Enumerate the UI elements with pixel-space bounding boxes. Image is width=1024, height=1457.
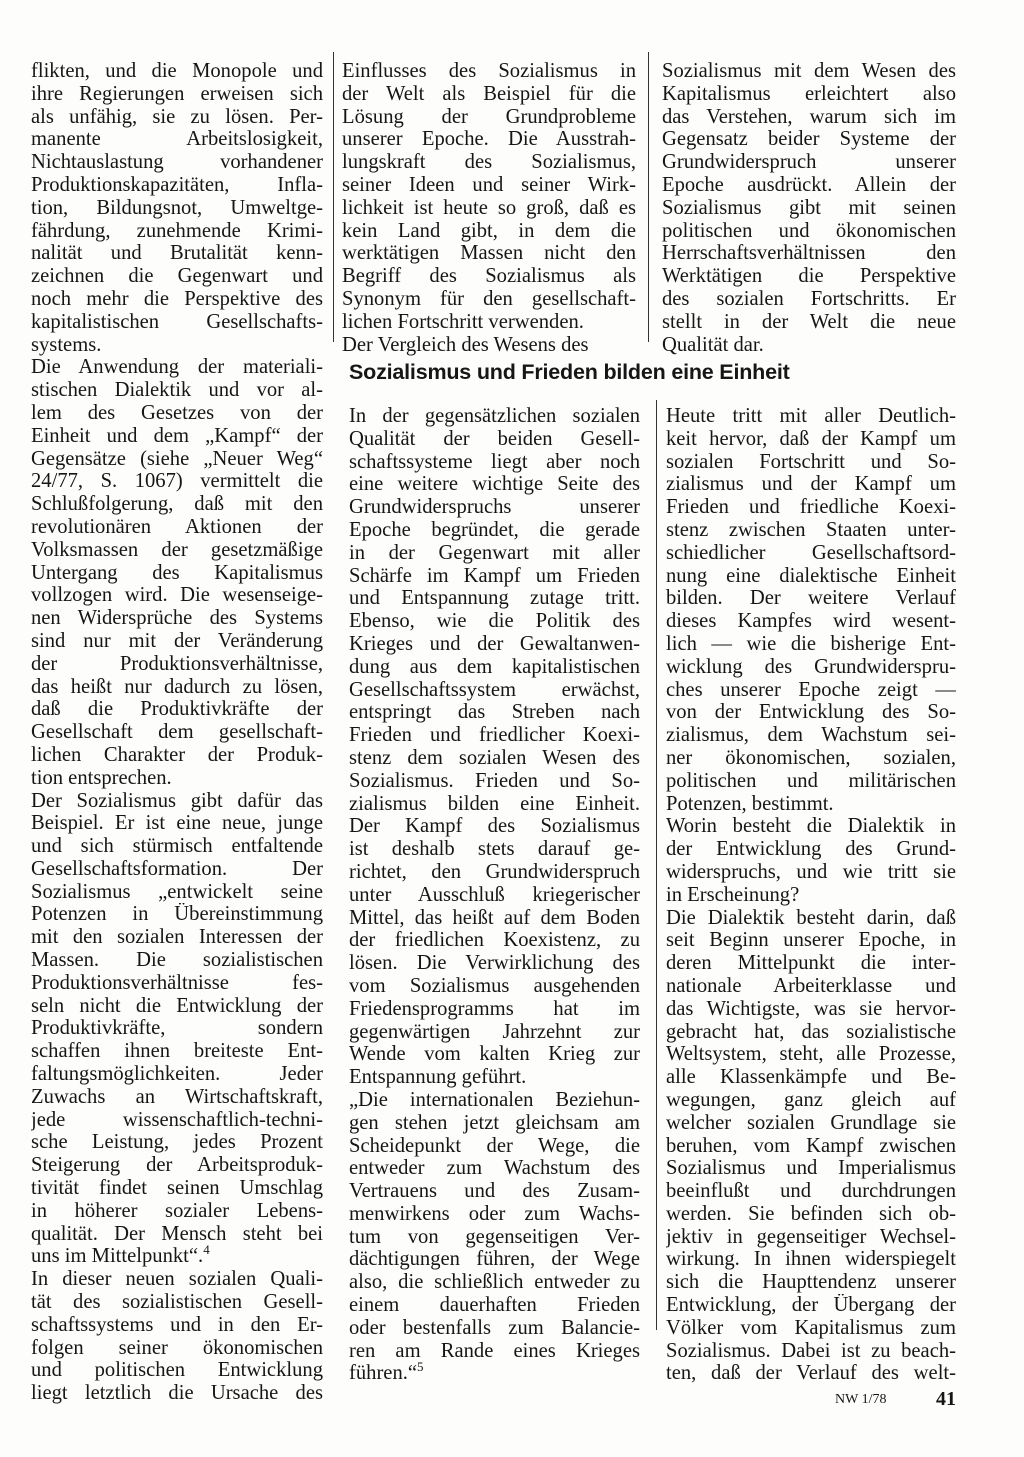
text-line: faltungsmöglichkeiten. Jeder	[31, 1063, 323, 1086]
text-line: widerspruchs, und wie tritt sie	[666, 860, 956, 883]
text-line: oder bestenfalls zum Balancie-	[349, 1316, 640, 1339]
text-line: in der Gegenwart mit aller	[349, 541, 640, 564]
text-line: mit den sozialen Interessen der	[31, 926, 323, 949]
text-line: Werktätigen die Perspektive	[662, 265, 956, 288]
text-line: liegt letztlich die Ursache des	[31, 1382, 323, 1405]
text-line: wegungen, ganz gleich auf	[666, 1088, 956, 1111]
text-line: Heute tritt mit aller Deutlich-	[666, 405, 956, 427]
text-line: tion, Bildungsnot, Umweltge-	[31, 196, 323, 219]
text-line: lungskraft des Sozialismus,	[342, 151, 636, 174]
column-divider	[333, 52, 334, 342]
text-line: in Erscheinung?	[666, 883, 800, 906]
text-column-4	[349, 405, 640, 1385]
text-line: Friedensprogramms hat im	[349, 997, 640, 1020]
text-line: uns im Mittelpunkt“.$^4$	[31, 1245, 323, 1268]
text-column-3	[662, 60, 956, 356]
text-line: beruhen, vom Kampf zwischen	[666, 1134, 956, 1157]
footnote-marker: 5	[417, 1362, 424, 1375]
text-line: politischen und militärischen	[666, 769, 956, 792]
text-line: schaffen ihnen breiteste Ent-	[31, 1040, 323, 1063]
text-line: menwirkens oder zum Wachs-	[349, 1202, 640, 1225]
text-line: zialismus bilden eine Einheit.	[349, 792, 640, 815]
text-line: In dieser neuen sozialen Quali-	[31, 1268, 323, 1291]
text-line: Weltsystem, steht, alle Prozesse,	[666, 1043, 956, 1066]
text-line: von der Entwicklung des So-	[666, 701, 956, 724]
text-line: ihre Regierungen erweisen sich	[31, 82, 323, 105]
text-line: der Entwicklung des Grund-	[666, 838, 956, 861]
text-line: Ebenso, wie die Politik des	[349, 610, 640, 633]
text-line: welcher sozialen Grundlage sie	[666, 1111, 956, 1134]
text-line: sich die Haupttendenz unserer	[666, 1271, 956, 1294]
text-line: der Welt als Beispiel für die	[342, 82, 636, 105]
text-line: Einheit und dem „Kampf“ der	[31, 424, 323, 447]
text-line: Gegensätze (siehe „Neuer Weg“	[31, 447, 323, 470]
text-line: seiner Ideen und seiner Wirk-	[342, 173, 636, 196]
text-line: dächtigungen führen, der Wege	[349, 1248, 640, 1271]
text-line: lichen Charakter der Produk-	[31, 743, 323, 766]
text-line: zialismus, dem Wachstum sei-	[666, 724, 956, 747]
text-line: Sozialismus. Frieden und So-	[349, 769, 640, 792]
text-line: 24/77, S. 1067) vermittelt die	[31, 470, 323, 493]
text-line: wirkung. In ihnen widerspiegelt	[666, 1248, 956, 1271]
column-divider	[648, 52, 649, 342]
text-line: Schärfe im Kampf um Frieden	[349, 564, 640, 587]
text-line: und sich stürmisch entfaltende	[31, 835, 323, 858]
text-line: gegenwärtigen Jahrzehnt zur	[349, 1020, 640, 1043]
text-line: Gesellschaftssystem erwächst,	[349, 678, 640, 701]
text-line: das Wichtigste, was sie hervor-	[666, 997, 956, 1020]
text-column-1	[31, 60, 323, 1405]
text-line: Wende vom kalten Krieg zur	[349, 1043, 640, 1066]
text-line: Nichtauslastung vorhandener	[31, 151, 323, 174]
text-line: Potenzen in Übereinstimmung	[31, 903, 323, 926]
text-line: sozialen Fortschritt und So-	[666, 450, 956, 473]
text-line: vollzogen wird. Die wesenseige-	[31, 584, 323, 607]
text-line: lösen. Die Verwirklichung des	[349, 952, 640, 975]
text-line: Der Vergleich des Wesens des	[342, 333, 589, 356]
text-line: Grundwiderspruchs unserer	[349, 496, 640, 519]
text-line: stenz dem sozialen Wesen des	[349, 746, 640, 769]
text-line: Produktionsverhältnisse fes-	[31, 971, 323, 994]
text-line: Massen. Die sozialistischen	[31, 949, 323, 972]
text-column-5	[666, 405, 956, 1385]
footnote-marker: 4	[203, 1245, 210, 1258]
text-line: ner ökonomischen, sozialen,	[666, 746, 956, 769]
text-line: führen.“$^5$	[349, 1362, 640, 1385]
text-line: keit hervor, daß der Kampf um	[666, 427, 956, 450]
text-line: Herrschaftsverhältnissen den	[662, 242, 956, 265]
text-line: folgen seiner ökonomischen	[31, 1336, 323, 1359]
text-line: stellt in der Welt die neue	[662, 310, 956, 333]
text-line: und politischen Entwicklung	[31, 1359, 323, 1382]
text-line: lichen Fortschritt verwenden.	[342, 310, 584, 333]
text-line: bilden. Der weitere Verlauf	[666, 587, 956, 610]
text-line: Potenzen, bestimmt.	[666, 792, 834, 815]
text-line: ist deshalb stets darauf ge-	[349, 838, 640, 861]
text-line: einem dauerhaften Frieden	[349, 1294, 640, 1317]
text-line: Sozialismus „entwickelt seine	[31, 880, 323, 903]
text-line: nen Widersprüche des Systems	[31, 607, 323, 630]
text-line: revolutionären Aktionen der	[31, 515, 323, 538]
text-line: kapitalistischen Gesellschafts-	[31, 310, 323, 333]
text-line: unter Ausschluß kriegerischer	[349, 883, 640, 906]
text-line: schaftssystems und in den Er-	[31, 1313, 323, 1336]
text-line: lich — wie die bisherige Ent-	[666, 632, 956, 655]
text-line: seln nicht die Entwicklung der	[31, 994, 323, 1017]
text-line: Kapitalismus erleichtert also	[662, 82, 956, 105]
text-line: Krieges und der Gewaltanwen-	[349, 632, 640, 655]
text-line: ches unserer Epoche zeigt —	[666, 678, 956, 701]
text-line: Begriff des Sozialismus als	[342, 265, 636, 288]
text-line: Völker vom Kapitalismus zum	[666, 1316, 956, 1339]
text-line: Einflusses des Sozialismus in	[342, 60, 636, 82]
text-line: seit Beginn unserer Epoche, in	[666, 929, 956, 952]
text-line: systems.	[31, 333, 102, 356]
text-line: Grundwiderspruch unserer	[662, 151, 956, 174]
text-line: Der Kampf des Sozialismus	[349, 815, 640, 838]
text-line: ten, daß der Verlauf des welt-	[666, 1362, 956, 1385]
text-line: schaftssysteme liegt aber noch	[349, 450, 640, 473]
text-line: jede wissenschaftlich-techni-	[31, 1108, 323, 1131]
text-line: Scheidepunkt der Wege, die	[349, 1134, 640, 1157]
text-line: Qualität dar.	[662, 333, 764, 356]
text-line: daß die Produktivkräfte der	[31, 698, 323, 721]
text-line: Frieden und friedlicher Koexi-	[349, 724, 640, 747]
text-line: Steigerung der Arbeitsproduk-	[31, 1154, 323, 1177]
text-line: politischen und ökonomischen	[662, 219, 956, 242]
text-line: Mittel, das heißt auf dem Boden	[349, 906, 640, 929]
text-line: nationale Arbeiterklasse und	[666, 974, 956, 997]
text-line: Qualität der beiden Gesell-	[349, 427, 640, 450]
text-line: dieses Kampfes wird wesent-	[666, 610, 956, 633]
text-line: nalität und Brutalität kenn-	[31, 242, 323, 265]
text-line: Gesellschaft dem gesellschaft-	[31, 721, 323, 744]
text-line: Gesellschaftsformation. Der	[31, 857, 323, 880]
section-heading: Sozialismus und Frieden bilden eine Einheit	[349, 360, 790, 384]
text-line: Sozialismus. Dabei ist zu beach-	[666, 1339, 956, 1362]
issue-reference: NW 1/78	[835, 1392, 887, 1407]
text-line: eine weitere wichtige Seite des	[349, 473, 640, 496]
text-line: Sozialismus und Imperialismus	[666, 1157, 956, 1180]
text-line: Worin besteht die Dialektik in	[666, 815, 956, 838]
text-line: Die Anwendung der materiali-	[31, 356, 323, 379]
text-line: wicklung des Grundwiderspru-	[666, 655, 956, 678]
text-line: schiedlicher Gesellschaftsord-	[666, 541, 956, 564]
text-line: noch mehr die Perspektive des	[31, 287, 323, 310]
page-number: 41	[936, 1388, 956, 1410]
text-line: ren am Rande eines Krieges	[349, 1339, 640, 1362]
text-line: tum von gegenseitigen Ver-	[349, 1225, 640, 1248]
text-line: Entspannung geführt.	[349, 1066, 527, 1089]
text-line: entweder zum Wachstum des	[349, 1157, 640, 1180]
text-line: fährdung, zunehmende Krimi-	[31, 219, 323, 242]
text-line: Schlußfolgerung, daß mit den	[31, 493, 323, 516]
text-line: flikten, und die Monopole und	[31, 60, 323, 82]
text-line: Der Sozialismus gibt dafür das	[31, 789, 323, 812]
text-line: dung aus dem kapitalistischen	[349, 655, 640, 678]
text-line: stenz zwischen Staaten unter-	[666, 518, 956, 541]
text-line: vom Sozialismus ausgehenden	[349, 974, 640, 997]
text-line: „Die internationalen Beziehun-	[349, 1088, 640, 1111]
text-line: sind nur mit der Veränderung	[31, 629, 323, 652]
text-line: Produktionskapazitäten, Infla-	[31, 173, 323, 196]
text-line: und Entspannung zutage tritt.	[349, 587, 640, 610]
text-line: als unfähig, sie zu lösen. Per-	[31, 105, 323, 128]
text-line: Vertrauens und des Zusam-	[349, 1180, 640, 1203]
text-column-2	[342, 60, 636, 356]
text-line: Gegensatz beider Systeme der	[662, 128, 956, 151]
text-line: In der gegensätzlichen sozialen	[349, 405, 640, 427]
text-line: alle Klassenkämpfe und Be-	[666, 1066, 956, 1089]
text-line: Synonym für den gesellschaft-	[342, 287, 636, 310]
text-line: Die Dialektik besteht darin, daß	[666, 906, 956, 929]
column-divider	[656, 400, 657, 1330]
text-line: gebracht hat, das sozialistische	[666, 1020, 956, 1043]
text-line: unserer Epoche. Die Ausstrah-	[342, 128, 636, 151]
text-line: beeinflußt und durchdrungen	[666, 1180, 956, 1203]
text-line: der friedlichen Koexistenz, zu	[349, 929, 640, 952]
text-line: zialismus und der Kampf um	[666, 473, 956, 496]
text-line: Epoche begründet, die gerade	[349, 518, 640, 541]
text-line: lichkeit ist heute so groß, daß es	[342, 196, 636, 219]
text-line: Entwicklung, der Übergang der	[666, 1294, 956, 1317]
text-line: manente Arbeitslosigkeit,	[31, 128, 323, 151]
text-line: Epoche ausdrückt. Allein der	[662, 173, 956, 196]
text-line: der Produktionsverhältnisse,	[31, 652, 323, 675]
text-line: nung eine dialektische Einheit	[666, 564, 956, 587]
text-line: Beispiel. Er ist eine neue, junge	[31, 812, 323, 835]
text-line: qualität. Der Mensch steht bei	[31, 1222, 323, 1245]
text-line: tion entsprechen.	[31, 766, 172, 789]
text-line: werktätigen Massen nicht den	[342, 242, 636, 265]
text-line: Untergang des Kapitalismus	[31, 561, 323, 584]
text-line: stischen Dialektik und vor al-	[31, 379, 323, 402]
text-line: lem des Gesetzes von der	[31, 401, 323, 424]
text-line: Frieden und friedliche Koexi-	[666, 496, 956, 519]
text-line: des sozialen Fortschritts. Er	[662, 287, 956, 310]
text-line: in höherer sozialer Lebens-	[31, 1199, 323, 1222]
text-line: jektiv in gegenseitiger Wechsel-	[666, 1225, 956, 1248]
text-line: sche Leistung, jedes Prozent	[31, 1131, 323, 1154]
text-line: das Verstehen, warum sich im	[662, 105, 956, 128]
text-line: kein Land gibt, in dem die	[342, 219, 636, 242]
text-line: Zuwachs an Wirtschaftskraft,	[31, 1085, 323, 1108]
text-line: Produktivkräfte, sondern	[31, 1017, 323, 1040]
text-line: Volksmassen der gesetzmäßige	[31, 538, 323, 561]
text-line: tät des sozialistischen Gesell-	[31, 1291, 323, 1314]
text-line: entspringt das Streben nach	[349, 701, 640, 724]
text-line: Sozialismus gibt mit seinen	[662, 196, 956, 219]
text-line: das heißt nur dadurch zu lösen,	[31, 675, 323, 698]
text-line: also, die schließlich entweder zu	[349, 1271, 640, 1294]
text-line: zeichnen die Gegenwart und	[31, 265, 323, 288]
text-line: gen stehen jetzt gleichsam am	[349, 1111, 640, 1134]
text-line: deren Mittelpunkt die inter-	[666, 952, 956, 975]
text-line: Lösung der Grundprobleme	[342, 105, 636, 128]
text-line: richtet, den Grundwiderspruch	[349, 860, 640, 883]
text-line: Sozialismus mit dem Wesen des	[662, 60, 956, 82]
text-line: werden. Sie befinden sich ob-	[666, 1202, 956, 1225]
text-line: tivität findet seinen Umschlag	[31, 1177, 323, 1200]
